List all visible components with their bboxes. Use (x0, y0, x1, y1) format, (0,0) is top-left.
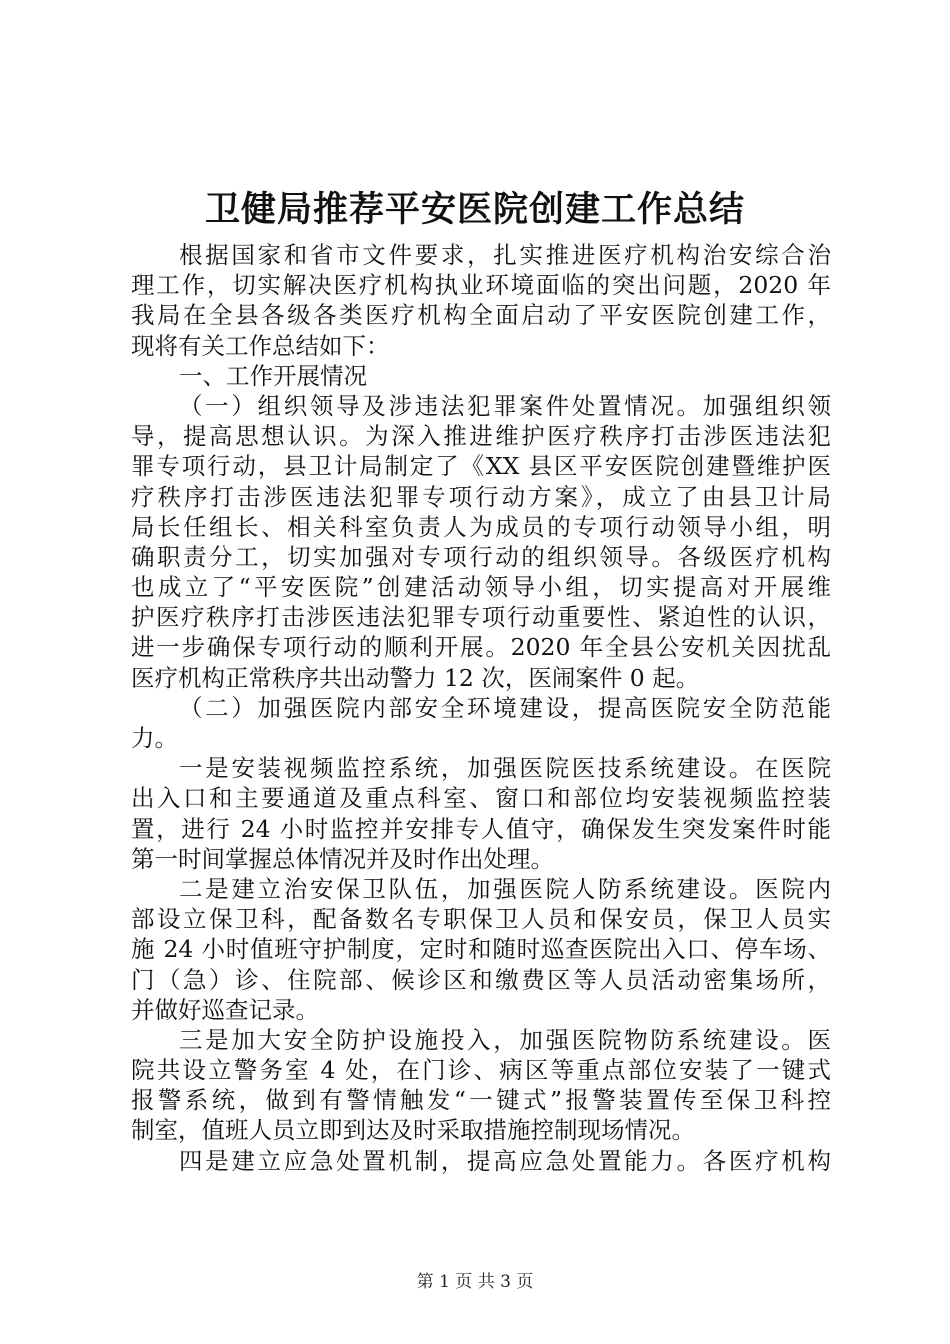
body-line: 根据国家和省市文件要求，扎实推进医疗机构治安综合治 (179, 241, 831, 269)
body-line: 疗秩序打击涉医违法犯罪专项行动方案》，成立了由县卫计局 (131, 482, 831, 511)
body-line: 护医疗秩序打击涉医违法犯罪专项行动重要性、紧迫性的认识， (131, 603, 831, 632)
body-line: 施 24 小时值班守护制度，定时和随时巡查医院出入口、停车场、 (131, 935, 831, 964)
body-line: 第一时间掌握总体情况并及时作出处理。 (131, 844, 554, 873)
page-footer: 第 1 页 共 3 页 (416, 1272, 534, 1292)
document-title: 卫健局推荐平安医院创建工作总结 (204, 190, 745, 230)
body-line: 理工作，切实解决医疗机构执业环境面临的突出问题，2020 年 (131, 271, 831, 300)
body-line: 我局在全县各级各类医疗机构全面启动了平安医院创建工作， (131, 301, 831, 330)
body-line: 一、工作开展情况 (179, 361, 367, 390)
body-line: （一）组织领导及涉违法犯罪案件处置情况。加强组织领 (179, 391, 831, 420)
body-line: 确职责分工，切实加强对专项行动的组织领导。各级医疗机构 (131, 542, 831, 571)
body-line: 四是建立应急处置机制，提高应急处置能力。各医疗机构 (179, 1146, 831, 1175)
body-line: 进一步确保专项行动的顺利开展。2020 年全县公安机关因扰乱 (131, 633, 831, 662)
body-line: 医疗机构正常秩序共出动警力 12 次，医闹案件 0 起。 (131, 663, 700, 692)
body-line: 部设立保卫科，配备数名专职保卫人员和保安员，保卫人员实 (131, 905, 831, 934)
body-line: 二是建立治安保卫队伍，加强医院人防系统建设。医院内 (179, 874, 831, 903)
body-line: 力。 (131, 724, 178, 752)
body-line: 置，进行 24 小时监控并安排专人值守，确保发生突发案件时能 (131, 814, 831, 843)
body-line: 一是安装视频监控系统，加强医院医技系统建设。在医院 (179, 754, 831, 783)
body-line: 制室，值班人员立即到达及时采取措施控制现场情况。 (131, 1116, 695, 1145)
document-body (131, 240, 831, 1176)
body-line: 现将有关工作总结如下： (131, 331, 390, 360)
body-line: 报警系统，做到有警情触发“一键式”报警装置传至保卫科控 (131, 1086, 831, 1115)
body-line: 出入口和主要通道及重点科室、窗口和部位均安装视频监控装 (131, 784, 831, 813)
body-line: 局长任组长、相关科室负责人为成员的专项行动领导小组，明 (131, 512, 831, 541)
body-line: （二）加强医院内部安全环境建设，提高医院安全防范能 (179, 693, 831, 722)
body-line: 也成立了“平安医院”创建活动领导小组，切实提高对开展维 (131, 573, 831, 602)
body-line: 并做好巡查记录。 (131, 995, 319, 1024)
body-line: 门（急）诊、住院部、候诊区和缴费区等人员活动密集场所， (131, 965, 831, 994)
body-line: 导，提高思想认识。为深入推进维护医疗秩序打击涉医违法犯 (131, 422, 831, 451)
body-line: 院共设立警务室 4 处，在门诊、病区等重点部位安装了一键式 (131, 1056, 831, 1085)
body-line: 罪专项行动，县卫计局制定了《XX 县区平安医院创建暨维护医 (131, 452, 831, 481)
body-line: 三是加大安全防护设施投入，加强医院物防系统建设。医 (179, 1025, 831, 1054)
